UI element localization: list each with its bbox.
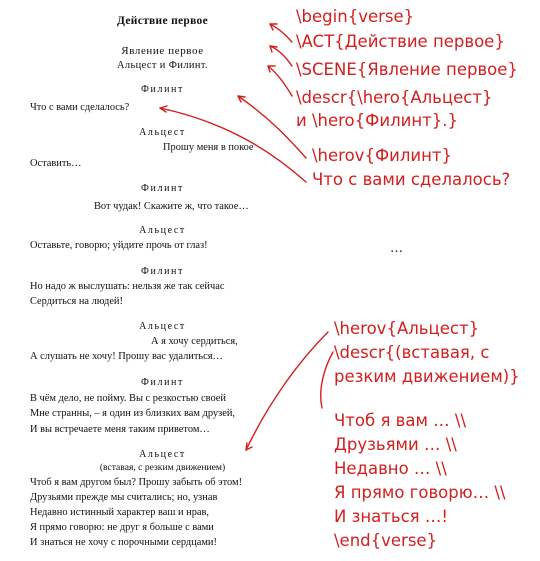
annotation-verse-line: Друзьями … \\: [334, 435, 457, 454]
annotation-descr-alcest: \descr{(вставая, с: [334, 343, 490, 362]
speaker-name: Филинт: [141, 266, 184, 277]
verse-line: И знаться не хочу с порочными сердцами!: [30, 537, 217, 548]
verse-line: Оставьте, говорю; уйдите прочь от глаз!: [30, 240, 208, 251]
verse-line: Оставить…: [30, 158, 82, 169]
ellipsis-mark: …: [390, 241, 403, 256]
speaker-name: Альцест: [139, 225, 186, 236]
verse-line: Недавно истинный характер ваш и нрав,: [30, 507, 210, 518]
verse-line: Вот чудак! Скажите ж, что такое…: [94, 201, 249, 212]
annotation-verse-line: Чтоб я вам … \\: [334, 411, 466, 430]
verse-line: А слушать не хочу! Прошу вас удалиться…: [30, 351, 223, 362]
arrow-herov-alcest: [246, 332, 328, 450]
annotation-act: \ACT{Действие первое}: [296, 32, 505, 51]
annotation-herov-filint: \herov{Филинт}: [312, 146, 453, 165]
speaker-name: Филинт: [141, 84, 184, 95]
verse-line: Мне странны, – я один из близких вам друзей,: [30, 408, 235, 419]
annotation-end-verse: \end{verse}: [334, 531, 438, 550]
verse-line: Прошу меня в покое: [163, 142, 254, 153]
annotation-filint-line: Что с вами сделалось?: [312, 170, 511, 189]
arrowhead-filint-line: [160, 106, 167, 112]
verse-line: И вы встречаете меня таким приветом…: [30, 424, 210, 435]
speaker-name: Альцест: [139, 449, 186, 460]
annotation-descr-cont: и \hero{Филинт}.}: [296, 111, 458, 130]
annotation-verse-line: Я прямо говорю… \\: [334, 483, 506, 502]
verse-line: Друзьями прежде мы считались; но, узнав: [30, 492, 218, 503]
verse-line: Чтоб я вам другом был? Прошу забыть об этом!: [30, 477, 243, 488]
speaker-name: Альцест: [139, 321, 186, 332]
characters-line: Альцест и Филинт.: [116, 60, 208, 71]
speaker-name: Филинт: [141, 183, 184, 194]
act-title: Действие первое: [117, 15, 208, 27]
verse-line: Что с вами сделалось?: [30, 102, 130, 113]
annotation-verse-line: И знаться …!: [334, 507, 448, 526]
annotation-verse-line: Недавно … \\: [334, 459, 447, 478]
verse-line: Сердиться на людей!: [30, 296, 123, 307]
speaker-name: Альцест: [139, 127, 186, 138]
annotation-descr: \descr{\hero{Альцест}: [296, 88, 493, 107]
arrow-bracket: [321, 352, 333, 408]
verse-line: Но надо ж выслушать: нельзя же так сейчас: [30, 281, 225, 292]
annotation-herov-alcest: \herov{Альцест}: [334, 319, 480, 338]
speaker-name: Филинт: [141, 377, 184, 388]
verse-line: В чём дело, не пойму. Вы с резкостью своей: [30, 393, 226, 404]
annotation-scene: \SCENE{Явление первое}: [296, 60, 518, 79]
stage-direction: (вставая, с резким движением): [99, 462, 226, 473]
verse-line: Я прямо говорю: не друг я больше с вами: [30, 522, 214, 533]
annotation-begin-verse: \begin{verse}: [296, 7, 415, 26]
annotation-descr-alcest-cont: резким движением)}: [334, 367, 520, 386]
verse-line: А я хочу сердиться,: [151, 336, 238, 347]
scene-title: Явление первое: [121, 45, 204, 57]
